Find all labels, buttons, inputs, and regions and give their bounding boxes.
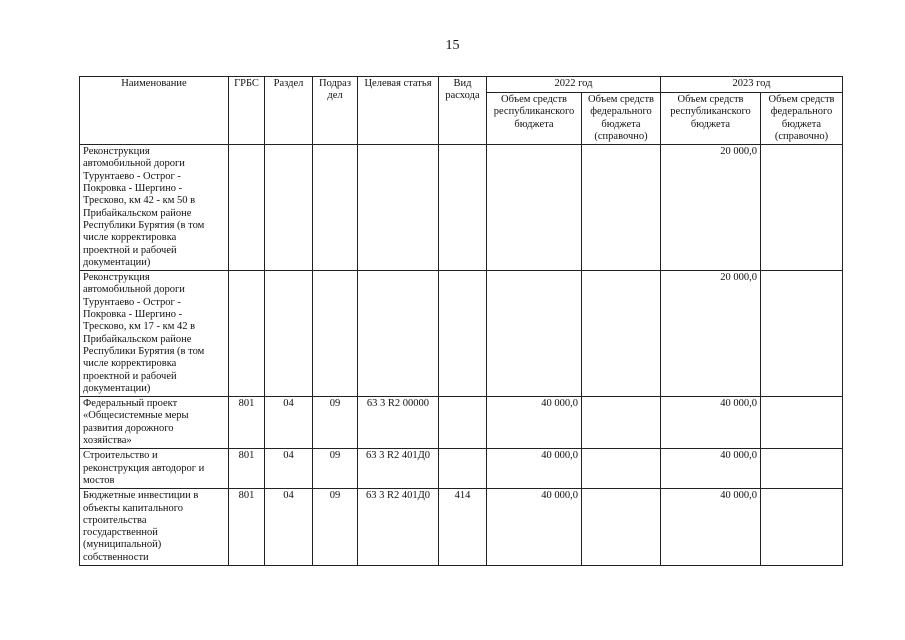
- cell-republican-2023: 40 000,0: [661, 449, 761, 489]
- cell-expense-type: 414: [439, 489, 487, 566]
- header-name: Наименование: [80, 77, 229, 145]
- header-expense-type: [439, 77, 487, 145]
- cell-name-line: объекты капитального: [83, 502, 184, 514]
- cell-subsection: 09: [313, 397, 358, 449]
- cell-target: [358, 271, 439, 397]
- cell-target: 63 3 R2 401Д0: [358, 449, 439, 489]
- cell-federal-2023: [761, 397, 843, 449]
- cell-name-line: документации): [83, 382, 151, 394]
- cell-federal-2023: [761, 271, 843, 397]
- cell-name-line: Реконструкция: [83, 272, 150, 284]
- header-line: Объем средств: [768, 94, 835, 105]
- cell-name-line: Покровка - Шергино -: [83, 183, 183, 195]
- table-row: [80, 271, 843, 397]
- header-year-2023: 2023 год: [661, 77, 843, 93]
- header-line: республиканского: [670, 106, 751, 118]
- cell-federal-2022: [582, 489, 661, 566]
- cell-republican-2022: 40 000,0: [487, 397, 582, 449]
- header-republican-2022: [487, 93, 582, 145]
- cell-expense-type: [439, 449, 487, 489]
- cell-target: 63 3 R2 00000: [358, 397, 439, 449]
- cell-name-line: Прибайкальском районе: [83, 333, 192, 345]
- cell-name-line: числе корректировка: [83, 358, 177, 370]
- cell-subsection: 09: [313, 449, 358, 489]
- cell-section: 04: [265, 489, 313, 566]
- cell-name: [80, 489, 229, 566]
- cell-name-line: Федеральный проект: [83, 398, 178, 410]
- header-subsection: [313, 77, 358, 145]
- header-line: Объем средств: [587, 94, 654, 105]
- header-expense-line: Вид: [453, 78, 472, 89]
- table-row: [80, 145, 843, 271]
- cell-expense-type: [439, 271, 487, 397]
- header-line: республиканского: [493, 106, 575, 118]
- cell-name: [80, 145, 229, 271]
- table-header: [80, 77, 843, 145]
- header-line: федерального: [590, 106, 652, 118]
- cell-federal-2022: [582, 145, 661, 271]
- header-target: Целевая статья: [358, 77, 439, 145]
- cell-republican-2022: 40 000,0: [487, 449, 582, 489]
- cell-name-line: автомобильной дороги: [83, 158, 185, 170]
- cell-name-line: Строительство и: [83, 450, 158, 462]
- cell-subsection: [313, 145, 358, 271]
- header-line: (справочно): [774, 130, 829, 142]
- cell-name-line: Прибайкальском районе: [83, 207, 192, 219]
- header-subsection-line: Подраз: [319, 78, 351, 89]
- budget-table: [79, 76, 843, 566]
- cell-federal-2023: [761, 145, 843, 271]
- header-subsection-line: дел: [327, 90, 343, 102]
- header-federal-2023: [761, 93, 843, 145]
- header-line: бюджета: [601, 118, 641, 130]
- header-line: (справочно): [594, 130, 648, 142]
- header-republican-2023: [661, 93, 761, 145]
- cell-grbs: [229, 271, 265, 397]
- header-grbs: ГРБС: [229, 77, 265, 145]
- cell-republican-2023: 40 000,0: [661, 489, 761, 566]
- cell-republican-2022: [487, 145, 582, 271]
- cell-name-line: реконструкция автодорог и: [83, 462, 205, 474]
- cell-grbs: 801: [229, 449, 265, 489]
- header-line: федерального: [770, 106, 833, 118]
- cell-name-line: развития дорожного: [83, 422, 174, 434]
- cell-name-line: Республики Бурятия (в том: [83, 219, 205, 231]
- cell-republican-2022: [487, 271, 582, 397]
- table-row: [80, 397, 843, 449]
- cell-name-line: Турунтаево - Острог -: [83, 296, 181, 308]
- cell-section: 04: [265, 449, 313, 489]
- cell-name-line: Тресково, км 17 - км 42 в: [83, 321, 196, 333]
- cell-target: [358, 145, 439, 271]
- cell-name-line: государственной: [83, 527, 158, 539]
- cell-target: 63 3 R2 401Д0: [358, 489, 439, 566]
- header-section: Раздел: [265, 77, 313, 145]
- header-year-2022: 2022 год: [487, 77, 661, 93]
- cell-expense-type: [439, 145, 487, 271]
- cell-section: [265, 271, 313, 397]
- cell-republican-2023: 40 000,0: [661, 397, 761, 449]
- cell-name-line: документации): [83, 256, 151, 268]
- cell-name-line: числе корректировка: [83, 232, 177, 244]
- cell-section: [265, 145, 313, 271]
- cell-republican-2023: 20 000,0: [661, 145, 761, 271]
- cell-name-line: строительства: [83, 514, 147, 526]
- header-line: бюджета: [781, 118, 822, 130]
- header-expense-line: расхода: [445, 90, 480, 102]
- cell-federal-2022: [582, 271, 661, 397]
- cell-name-line: проектной и рабочей: [83, 244, 177, 256]
- table-body: [80, 145, 843, 566]
- header-line: бюджета: [690, 118, 731, 130]
- cell-federal-2023: [761, 449, 843, 489]
- cell-name-line: Тресково, км 42 - км 50 в: [83, 195, 196, 207]
- cell-name-line: «Общесистемные меры: [83, 410, 189, 422]
- cell-name-line: Республики Бурятия (в том: [83, 345, 205, 357]
- cell-name-line: Турунтаево - Острог -: [83, 170, 181, 182]
- cell-expense-type: [439, 397, 487, 449]
- header-federal-2022: [582, 93, 661, 145]
- cell-name: [80, 271, 229, 397]
- cell-name-line: Покровка - Шергино -: [83, 309, 183, 321]
- cell-federal-2023: [761, 489, 843, 566]
- cell-name-line: (муниципальной): [83, 539, 162, 551]
- cell-name-line: автомобильной дороги: [83, 284, 185, 296]
- cell-grbs: 801: [229, 397, 265, 449]
- cell-name-line: собственности: [83, 551, 149, 563]
- cell-name-line: Реконструкция: [83, 146, 150, 158]
- cell-republican-2023: 20 000,0: [661, 271, 761, 397]
- page-number: 15: [445, 38, 460, 53]
- cell-grbs: 801: [229, 489, 265, 566]
- header-line: Объем средств: [677, 94, 744, 105]
- cell-republican-2022: 40 000,0: [487, 489, 582, 566]
- cell-federal-2022: [582, 397, 661, 449]
- header-line: бюджета: [514, 118, 554, 130]
- header-line: Объем средств: [500, 94, 567, 105]
- table-row: [80, 449, 843, 489]
- cell-federal-2022: [582, 449, 661, 489]
- cell-grbs: [229, 145, 265, 271]
- cell-subsection: 09: [313, 489, 358, 566]
- cell-subsection: [313, 271, 358, 397]
- cell-name: [80, 397, 229, 449]
- cell-name-line: мостов: [83, 474, 115, 486]
- cell-name-line: хозяйства»: [83, 435, 132, 447]
- cell-name: [80, 449, 229, 489]
- cell-name-line: Бюджетные инвестиции в: [83, 490, 199, 502]
- cell-section: 04: [265, 397, 313, 449]
- table-row: [80, 489, 843, 566]
- cell-name-line: проектной и рабочей: [83, 370, 177, 382]
